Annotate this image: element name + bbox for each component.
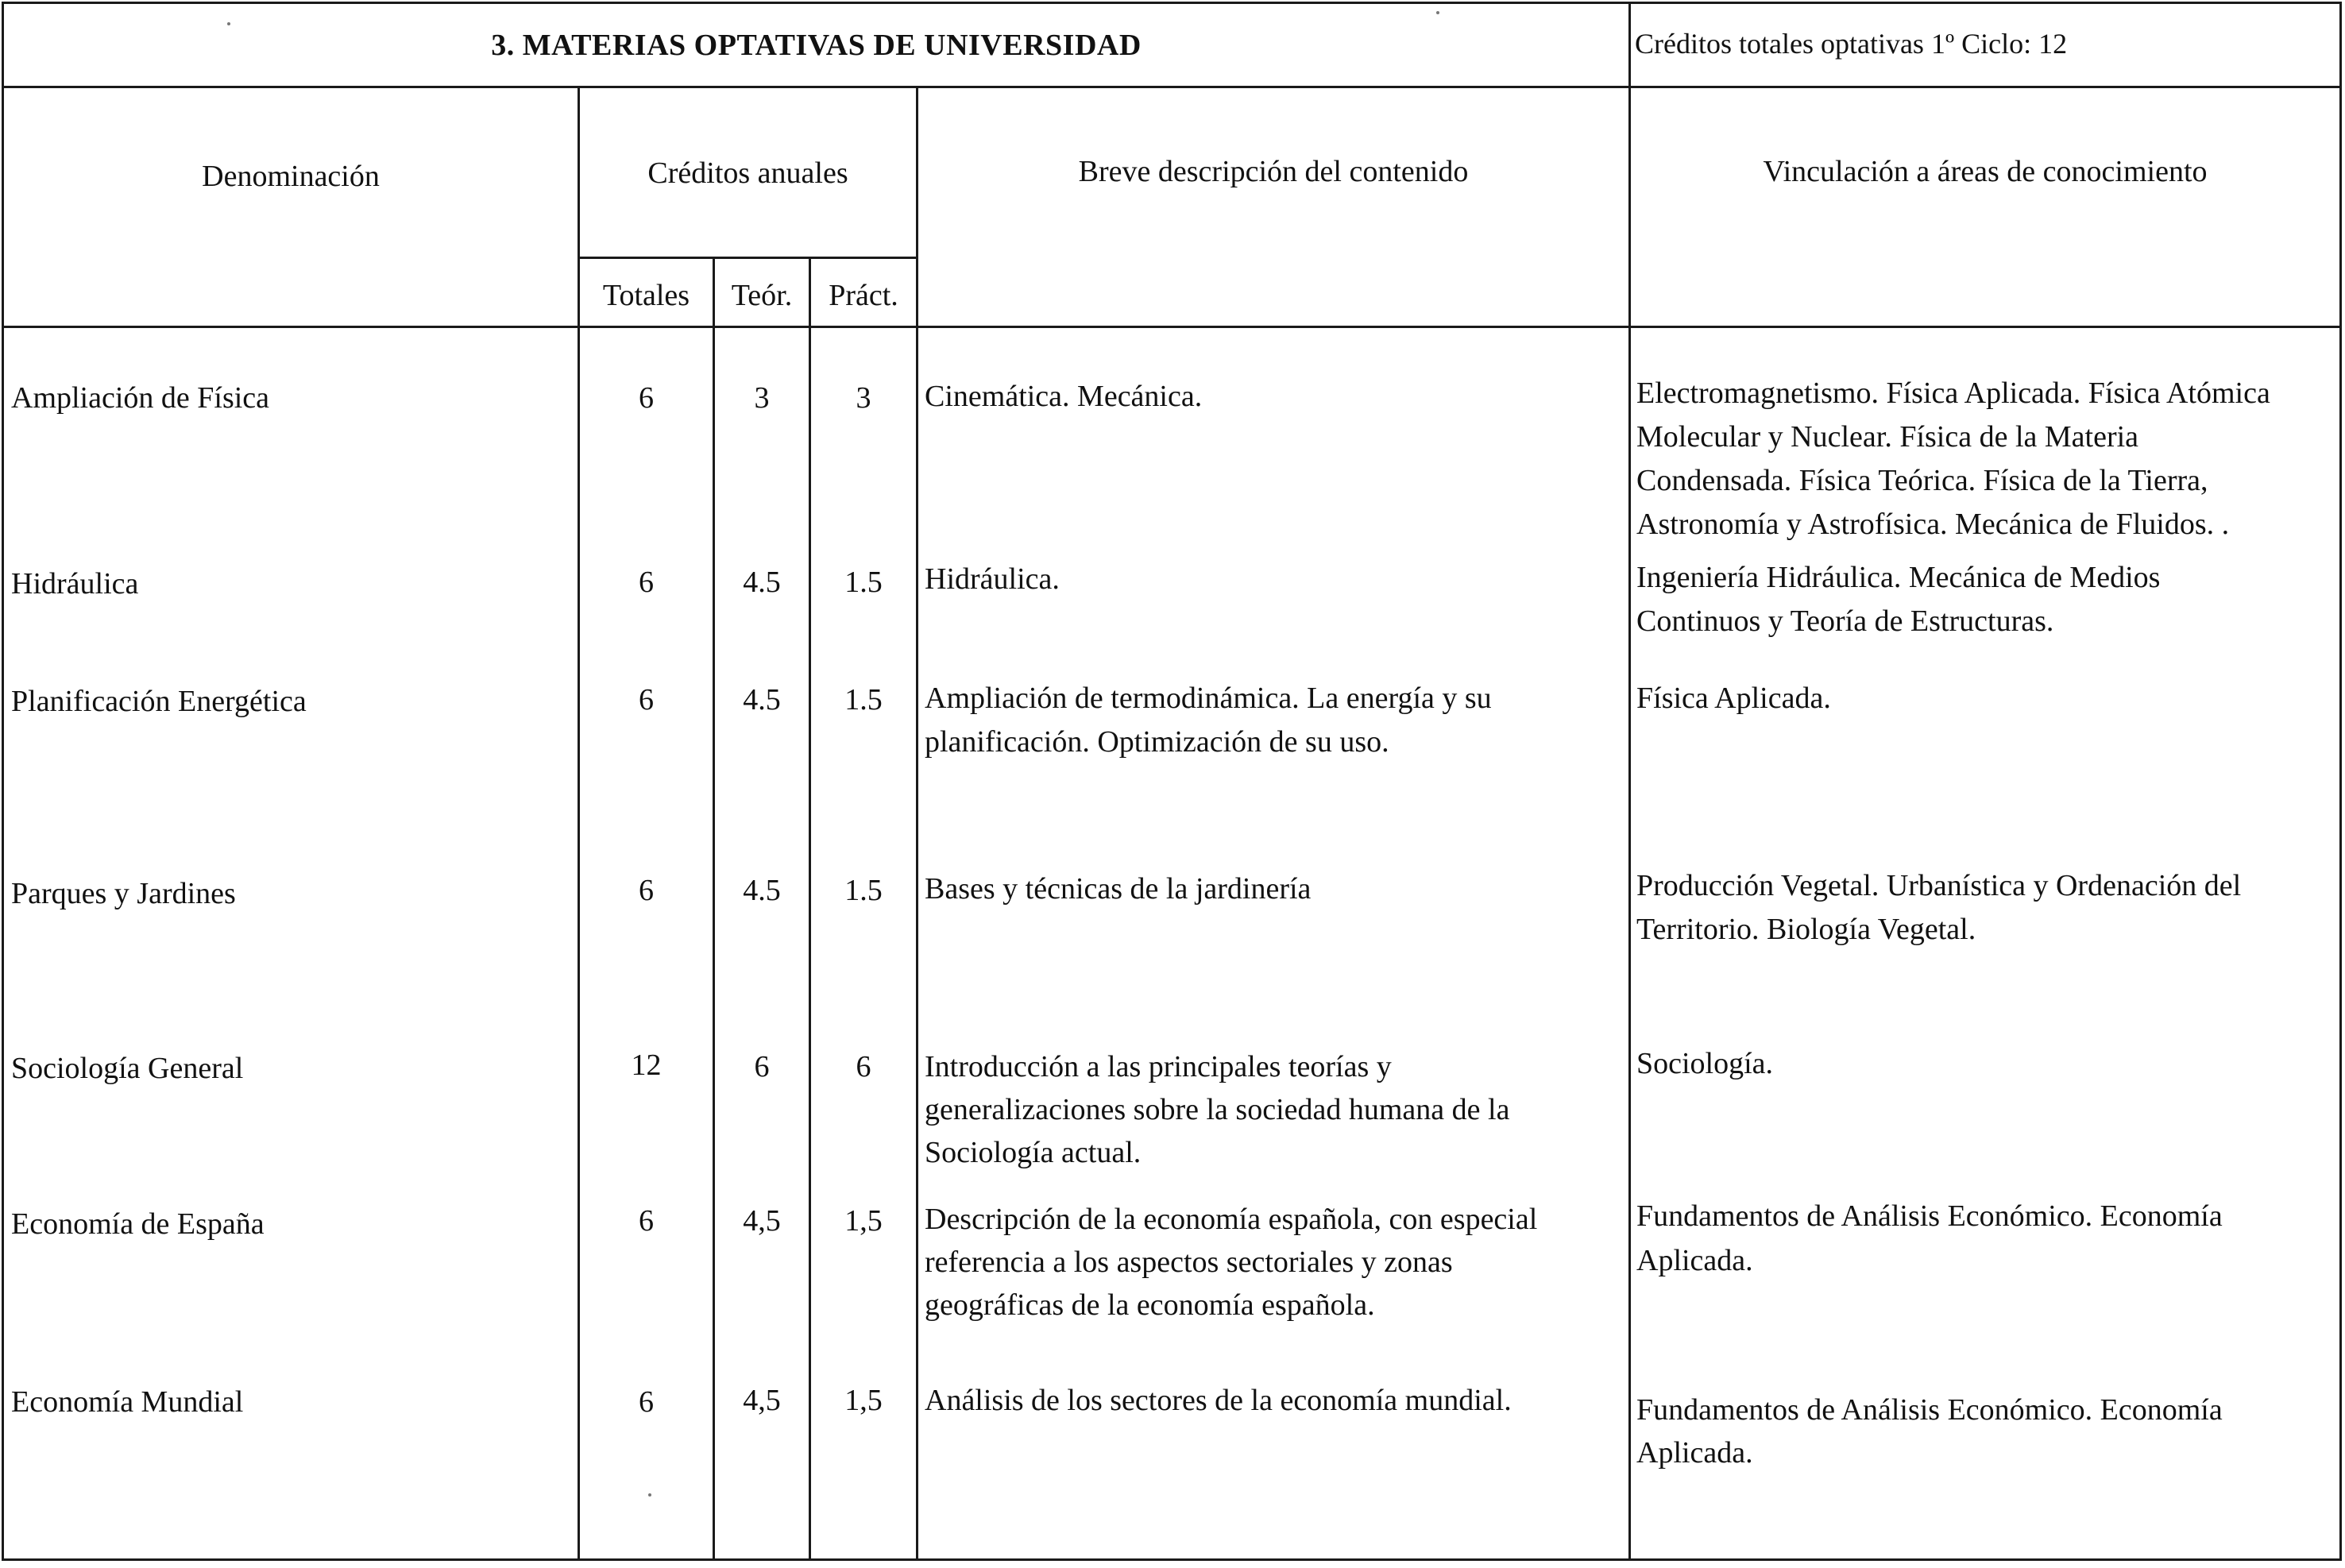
subheader-divider-creditos: [578, 257, 916, 259]
row-pract: 1.5: [844, 566, 883, 599]
row-teor: 6: [754, 1050, 770, 1083]
row-areas-line: Molecular y Nuclear. Física de la Materia: [1636, 420, 2139, 454]
row-name: Ampliación de Física: [11, 381, 270, 415]
column-header-denominacion: Denominación: [202, 160, 380, 193]
row-areas-line: Condensada. Física Teórica. Física de la Tierra,: [1636, 464, 2208, 497]
row-areas-line: Producción Vegetal. Urbanística y Ordenación del: [1636, 869, 2242, 902]
row-totales: 6: [639, 874, 654, 907]
scan-speck: [1436, 11, 1439, 14]
row-totales: 6: [639, 683, 654, 716]
row-pract: 3: [856, 381, 871, 415]
row-name: Economía de España: [11, 1207, 265, 1241]
row-areas-line: Electromagnetismo. Física Aplicada. Física Atómica: [1636, 377, 2270, 410]
row-teor: 4.5: [743, 874, 781, 907]
row-description-line: planificación. Optimización de su uso.: [925, 725, 1389, 759]
table-border-left: [2, 2, 4, 1561]
table-border-top: [2, 2, 2342, 4]
row-pract: 1,5: [844, 1204, 883, 1238]
row-teor: 3: [754, 381, 770, 415]
table-border-right: [2339, 2, 2342, 1561]
row-name: Parques y Jardines: [11, 877, 236, 910]
column-header-descripcion: Breve descripción del contenido: [1078, 155, 1469, 188]
row-areas-line: Astronomía y Astrofísica. Mecánica de Fluidos. .: [1636, 508, 2230, 541]
column-header-totales: Totales: [602, 279, 690, 312]
row-totales: 12: [631, 1049, 662, 1082]
row-teor: 4.5: [743, 683, 781, 716]
row-areas-line: Territorio. Biología Vegetal.: [1636, 913, 1976, 946]
row-pract: 1.5: [844, 874, 883, 907]
header-divider: [2, 86, 2342, 88]
row-areas-line: Aplicada.: [1636, 1244, 1753, 1277]
row-areas-line: Continuos y Teoría de Estructuras.: [1636, 604, 2054, 638]
row-description-line: referencia a los aspectos sectoriales y zonas: [925, 1246, 1453, 1279]
row-name: Sociología General: [11, 1052, 244, 1085]
table-title: 3. MATERIAS OPTATIVAS DE UNIVERSIDAD: [491, 29, 1142, 62]
row-description-line: Análisis de los sectores de la economía mundial.: [925, 1384, 1512, 1417]
row-description-line: Cinemática. Mecánica.: [925, 380, 1203, 413]
row-areas-line: Aplicada.: [1636, 1436, 1753, 1470]
row-teor: 4,5: [743, 1204, 781, 1238]
row-name: Planificación Energética: [11, 685, 307, 718]
row-areas-line: Fundamentos de Análisis Económico. Economía: [1636, 1393, 2223, 1427]
total-credits-label: Créditos totales optativas 1º Ciclo: 12: [1635, 28, 2068, 60]
row-name: Hidráulica: [11, 567, 139, 601]
row-totales: 6: [639, 566, 654, 599]
row-name: Economía Mundial: [11, 1385, 244, 1419]
row-pract: 6: [856, 1050, 871, 1083]
column-header-teor: Teór.: [731, 279, 793, 312]
row-pract: 1,5: [844, 1384, 883, 1417]
row-description-line: Sociología actual.: [925, 1136, 1142, 1169]
column-header-bottom-line: [2, 326, 2342, 328]
divider-descripcion: [1628, 2, 1631, 1561]
row-description-line: geográficas de la economía española.: [925, 1288, 1375, 1322]
column-header-pract: Práct.: [829, 279, 898, 312]
row-description-line: Introducción a las principales teorías y: [925, 1050, 1392, 1083]
column-header-creditos-anuales: Créditos anuales: [647, 156, 848, 190]
row-totales: 6: [639, 1204, 654, 1238]
row-totales: 6: [639, 381, 654, 415]
scan-speck: [648, 1493, 651, 1497]
row-areas-line: Ingeniería Hidráulica. Mecánica de Medios: [1636, 561, 2161, 594]
row-description-line: Ampliación de termodinámica. La energía y su: [925, 682, 1492, 715]
column-header-vinculacion: Vinculación a áreas de conocimiento: [1763, 155, 2208, 188]
row-description-line: generalizaciones sobre la sociedad humana de la: [925, 1093, 1510, 1126]
row-description-line: Hidráulica.: [925, 562, 1060, 596]
row-description-line: Descripción de la economía española, con especial: [925, 1203, 1538, 1236]
row-totales: 6: [639, 1385, 654, 1419]
row-areas-line: Física Aplicada.: [1636, 682, 1831, 715]
row-areas-line: Sociología.: [1636, 1047, 1774, 1080]
scan-speck: [227, 22, 230, 25]
table-border-bottom: [2, 1558, 2342, 1561]
row-areas-line: Fundamentos de Análisis Económico. Economía: [1636, 1199, 2223, 1233]
row-teor: 4.5: [743, 566, 781, 599]
row-pract: 1.5: [844, 683, 883, 716]
row-description-line: Bases y técnicas de la jardinería: [925, 872, 1312, 906]
divider-creditos: [916, 86, 918, 1561]
row-teor: 4,5: [743, 1384, 781, 1417]
